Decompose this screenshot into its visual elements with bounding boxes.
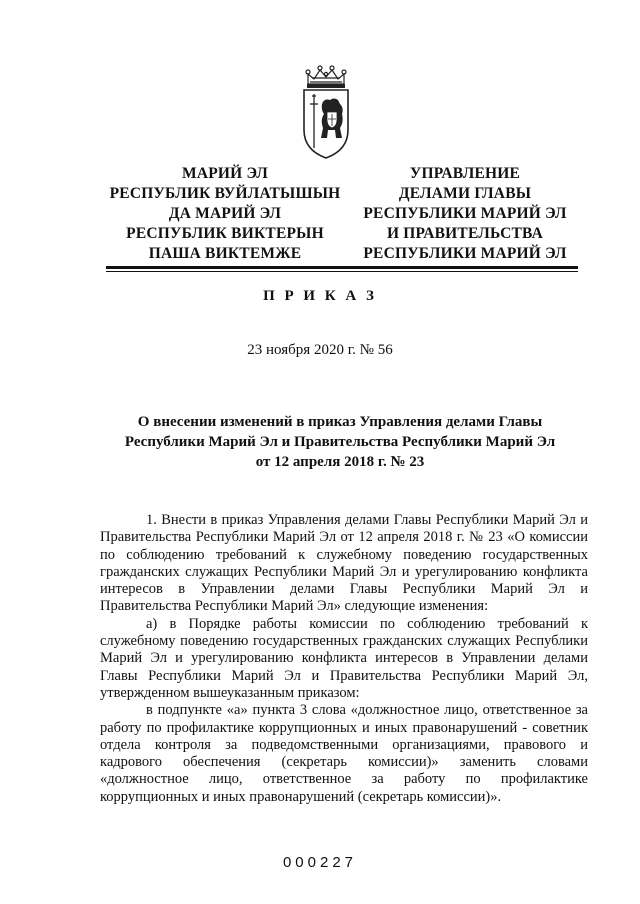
header-line: РЕСПУБЛИКИ МАРИЙ ЭЛ (363, 245, 567, 262)
document-subject (100, 412, 580, 472)
subject-line: от 12 апреля 2018 г. № 23 (255, 454, 425, 470)
document-body (100, 512, 588, 806)
header-line: РЕСПУБЛИК ВИКТЕРЫН (126, 225, 324, 242)
header-line: ДА МАРИЙ ЭЛ (168, 205, 282, 222)
subject-line: Республики Марий Эл и Правительства Республики Марий Эл (124, 434, 556, 450)
body-paragraph: в подпункте «а» пункта 3 слова «должностное лицо, ответственное за работу по профилактике коррупционных и иных правонарушений - советник отдела контроля за подведомственными организациями, правового и кадрового обеспечения (секретарь комиссии)» заменить словами «должностное лицо, ответственное за работу по профилактике коррупционных и иных правонарушений (секретарь комиссии)». (100, 702, 588, 805)
header-divider-thin (106, 271, 578, 272)
header-divider-thick (106, 266, 578, 269)
header-line: РЕСПУБЛИК ВУЙЛАТЫШЫН (109, 185, 341, 202)
header-line: ПАША ВИКТЕМЖЕ (148, 245, 302, 262)
body-paragraph: 1. Внести в приказ Управления делами Главы Республики Марий Эл и Правительства Республики Марий Эл от 12 апреля 2018 г. № 23 «О комиссии по соблюдению требований к служебному поведению государственных гражданских служащих Республики Марий Эл и урегулированию конфликта интересов в Управлении делами Главы Республики Марий Эл и Правительства Республики Марий Эл» следующие изменения: (100, 512, 588, 615)
header-line: МАРИЙ ЭЛ (182, 165, 268, 182)
document-type: П Р И К А З (263, 288, 377, 304)
serial-number: 000227 (282, 854, 358, 871)
header-line: РЕСПУБЛИКИ МАРИЙ ЭЛ (363, 205, 567, 222)
body-paragraph: а) в Порядке работы комиссии по соблюдению требований к служебному поведению государственных гражданских служащих Республики Марий Эл и урегулированию конфликта интересов в Управлении делами Главы Республики Марий Эл и Правительства Республики Марий Эл, утвержденном вышеуказанным приказом: (100, 615, 588, 701)
document-date-number: 23 ноября 2020 г. № 56 (247, 342, 393, 358)
header-line: И ПРАВИТЕЛЬСТВА (386, 225, 544, 242)
coat-of-arms-icon (300, 64, 352, 162)
header-org-russian (355, 164, 575, 264)
header-line: УПРАВЛЕНИЕ (409, 165, 521, 182)
subject-line: О внесении изменений в приказ Управления делами Главы (137, 414, 543, 430)
header-org-mari (100, 164, 350, 264)
header-line: ДЕЛАМИ ГЛАВЫ (398, 185, 532, 202)
